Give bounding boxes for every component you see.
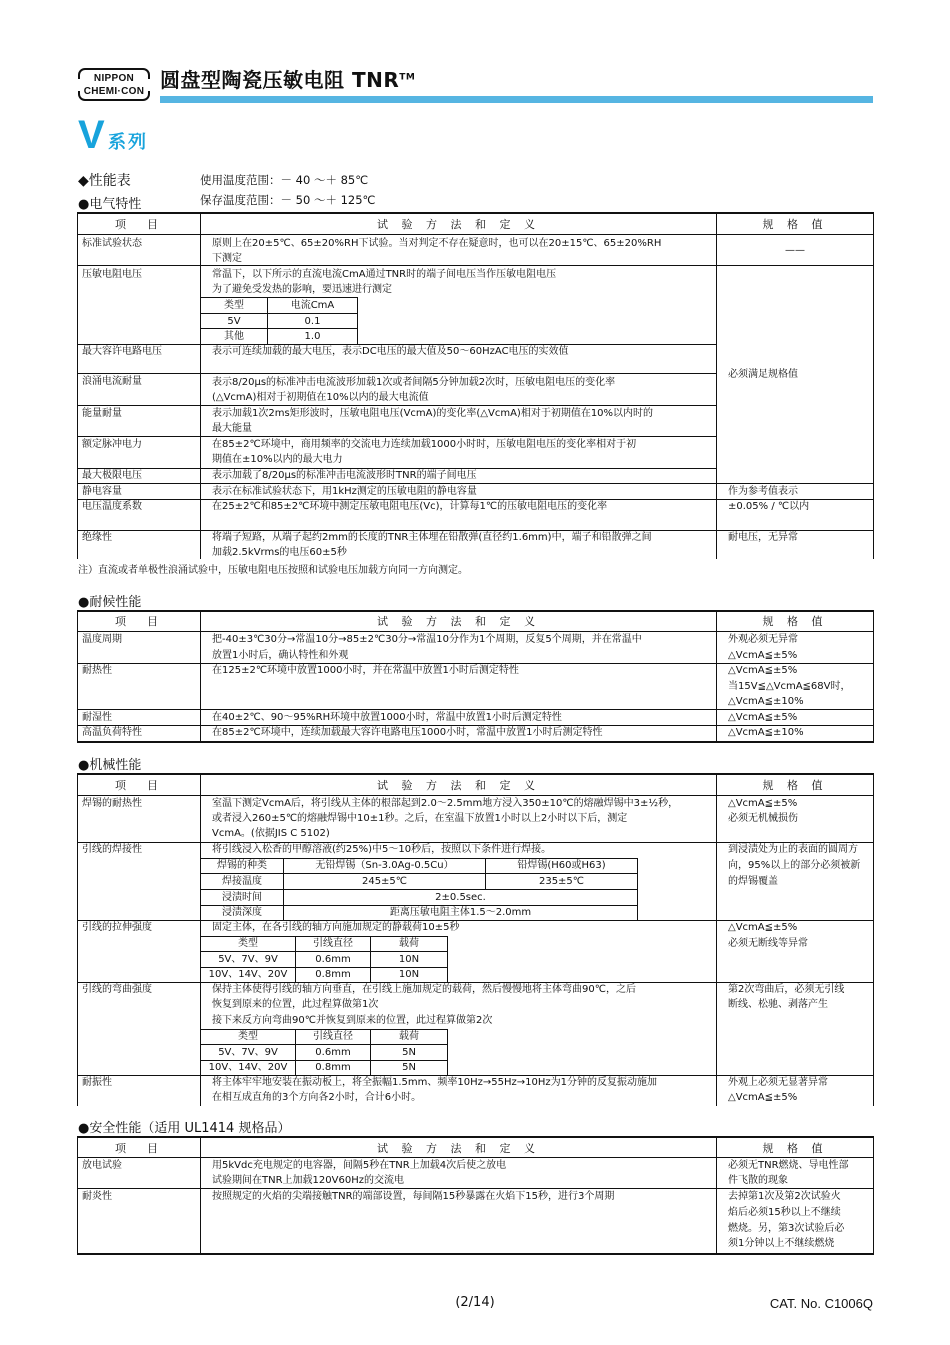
row-method-line: 在85±2℃环境中，连续加载最大容许电路电压1000小时，常温中放置1小时后测定特性 bbox=[212, 727, 603, 738]
row-item: 引线的焊接性 bbox=[82, 844, 142, 855]
col-header-method: 试 验 方 法 和 定 义 bbox=[377, 779, 540, 792]
weather-heading: ●耐候性能 bbox=[78, 595, 142, 610]
row-item: 引线的拉伸强度 bbox=[82, 922, 152, 933]
col-header-method: 试 验 方 法 和 定 义 bbox=[377, 218, 540, 231]
row-method-line: 按照规定的火焰的尖端接触TNR的端部设置，每间隔15秒暴露在火焰下15秒，进行3个周期 bbox=[212, 1191, 615, 1202]
row-spec-line: 必须无机械损伤 bbox=[728, 813, 798, 824]
row-method-line: 将主体牢牢地安装在振动板上，将全振幅1.5mm、频率10Hz→55Hz→10Hz为1分钟的反复振动施加 bbox=[212, 1077, 657, 1088]
row-method-line: 试验期间在TNR上加载120V60Hz的交流电 bbox=[212, 1175, 404, 1186]
subtable-header: 类型 bbox=[238, 938, 258, 949]
col-header-item: 项 目 bbox=[115, 218, 163, 231]
col-header-item: 项 目 bbox=[115, 615, 163, 628]
page-number: (2/14) bbox=[455, 1295, 495, 1310]
row-spec: —— bbox=[785, 245, 805, 256]
subtable-cell: 浸渍深度 bbox=[222, 907, 262, 918]
row-item: 最大极限电压 bbox=[82, 470, 142, 481]
row-method-line: 在125±2℃环境中放置1000小时，并在常温中放置1小时后测定特性 bbox=[212, 665, 519, 676]
row-method-line: 在85±2℃环境中，商用频率的交流电力连续加载1000小时时，压敏电阻电压的变化率相对于初 bbox=[212, 439, 637, 450]
subtable-header: 电流CmA bbox=[290, 300, 335, 311]
row-item: 静电容量 bbox=[82, 486, 122, 497]
row-spec-line: 去掉第1次及第2次试验火 bbox=[728, 1191, 841, 1202]
row-spec: ±0.05% / ℃以内 bbox=[728, 501, 810, 512]
merged-spec: 必须满足规格值 bbox=[728, 369, 798, 380]
subtable-header: 类型 bbox=[224, 300, 244, 311]
subtable-cell: 5V bbox=[227, 316, 241, 327]
subtable-cell: 245±5℃ bbox=[361, 876, 408, 887]
row-spec-line: 须1分钟以上不继续燃烧 bbox=[728, 1238, 835, 1249]
row-method-line: 把-40±3℃30分→常温10分→85±2℃30分→常温10分作为1个周期，反复5个周期，并在常温中 bbox=[212, 634, 642, 645]
row-spec: 耐电压，无异常 bbox=[728, 532, 798, 543]
subtable-cell: 5N bbox=[402, 1047, 416, 1058]
row-item: 放电试验 bbox=[82, 1160, 122, 1171]
subtable-header: 引线直径 bbox=[313, 938, 353, 949]
row-item: 最大容许电路电压 bbox=[82, 346, 162, 357]
subtable-cell: 5V、7V、9V bbox=[218, 954, 278, 965]
subtable-cell: 距离压敏电阻主体1.5～2.0mm bbox=[389, 907, 532, 918]
row-spec-line: △VcmA≦±5% bbox=[728, 922, 798, 933]
row-item: 引线的弯曲强度 bbox=[82, 984, 152, 995]
row-method-line: 固定主体，在各引线的轴方向施加规定的静载荷10±5秒 bbox=[212, 922, 460, 933]
subtable-cell: 5V、7V、9V bbox=[218, 1047, 278, 1058]
subtable-header: 载荷 bbox=[399, 938, 419, 949]
row-method-line: (△VcmA)相对于初期值在10%以内的最大电流值 bbox=[212, 392, 429, 403]
row-method-line: 在25±2℃和85±2℃环境中测定压敏电阻电压(Vc)，计算每1℃的压敏电阻电压的变化率 bbox=[212, 501, 608, 512]
col-header-method: 试 验 方 法 和 定 义 bbox=[377, 1142, 540, 1155]
row-method-line: 期值在±10%以内的最大电力 bbox=[212, 454, 343, 465]
row-item: 浪涌电流耐量 bbox=[82, 376, 142, 387]
row-method-line: 表示加载1次2ms矩形波时，压敏电阻电压(VcmA)的变化率(△VcmA)相对于初期值在10%以内时的 bbox=[212, 408, 654, 419]
subtable-header: 铅焊锡(H60或H63) bbox=[517, 860, 606, 871]
subtable-cell: 10V、14V、20V bbox=[208, 969, 288, 980]
mechanical-heading: ●机械性能 bbox=[78, 758, 142, 773]
row-method-line: 在40±2℃、90～95%RH环境中放置1000小时，常温中放置1小时后测定特性 bbox=[212, 712, 562, 723]
logo-line-2: CHEMI·CON bbox=[83, 86, 145, 97]
row-method-line: 表示可连续加载的最大电压，表示DC电压的最大值及50～60HzAC电压的实效值 bbox=[212, 346, 569, 357]
header-accent-bar bbox=[160, 96, 873, 103]
row-method-line: 为了避免受发热的影响，要迅速进行测定 bbox=[212, 284, 392, 295]
row-item: 绝缘性 bbox=[82, 532, 112, 543]
row-spec-line: 第2次弯曲后，必须无引线 bbox=[728, 984, 845, 995]
col-header-spec: 规 格 值 bbox=[762, 779, 828, 792]
col-header-spec: 规 格 值 bbox=[762, 615, 828, 628]
row-method-line: 加载2.5kVrms的电压60±5秒 bbox=[212, 547, 347, 558]
safety-heading: ●安全性能（适用 UL1414 规格品） bbox=[78, 1121, 291, 1136]
row-spec-line: △VcmA≦±5% bbox=[728, 1092, 798, 1103]
subtable-cell: 2±0.5sec. bbox=[435, 892, 486, 903]
row-method-line: 表示加载了8/20μs的标准冲击电流波形时TNR的端子间电压 bbox=[212, 470, 477, 481]
row-spec-line: 向，95%以上的部分必须被新 bbox=[728, 860, 861, 871]
subtable-cell: 235±5℃ bbox=[538, 876, 585, 887]
row-item: 焊锡的耐热性 bbox=[82, 798, 142, 809]
nippon-chemicon-logo bbox=[78, 68, 150, 101]
row-item: 耐振性 bbox=[82, 1077, 112, 1088]
subtable-cell: 10N bbox=[398, 954, 420, 965]
row-method-line: 表示在标准试验状态下，用1kHz测定的压敏电阻的静电容量 bbox=[212, 486, 477, 497]
subtable-cell: 5N bbox=[402, 1062, 416, 1073]
row-method-line: 接下来反方向弯曲90℃并恢复到原来的位置，此过程算做第2次 bbox=[212, 1015, 493, 1026]
subtable-cell: 焊接温度 bbox=[222, 876, 262, 887]
row-spec-line: 件飞散的现象 bbox=[728, 1175, 788, 1186]
row-spec: 作为参考值表示 bbox=[728, 486, 798, 497]
row-item: 额定脉冲电力 bbox=[82, 439, 142, 450]
operating-temp-range: 使用温度范围：－ 40 ～＋ 85℃ bbox=[200, 173, 369, 187]
row-spec-line: 必须无TNR燃烧、导电性部 bbox=[728, 1160, 849, 1171]
row-method-line: VcmA。(依据JIS C 5102) bbox=[212, 828, 330, 839]
subtable-cell: 10N bbox=[398, 969, 420, 980]
col-header-item: 项 目 bbox=[115, 779, 163, 792]
row-item: 标准试验状态 bbox=[82, 238, 142, 249]
row-spec-line: △VcmA≦±5% bbox=[728, 712, 798, 723]
electrical-heading: ●电气特性 bbox=[78, 197, 142, 212]
col-header-item: 项 目 bbox=[115, 1142, 163, 1155]
row-spec-line: △VcmA≦±5% bbox=[728, 798, 798, 809]
row-spec-line: 的焊锡覆盖 bbox=[728, 876, 778, 887]
subtable-cell: 10V、14V、20V bbox=[208, 1062, 288, 1073]
row-item: 压敏电阻电压 bbox=[82, 269, 142, 280]
series-label: 系列 bbox=[108, 132, 148, 153]
subtable-cell: 1.0 bbox=[304, 331, 321, 342]
col-header-spec: 规 格 值 bbox=[762, 218, 828, 231]
row-item: 高温负荷特性 bbox=[82, 727, 142, 738]
col-header-method: 试 验 方 法 和 定 义 bbox=[377, 615, 540, 628]
col-header-spec: 规 格 值 bbox=[762, 1142, 828, 1155]
subtable-cell: 0.6mm bbox=[315, 954, 351, 965]
row-item: 耐炎性 bbox=[82, 1191, 112, 1202]
row-item: 能量耐量 bbox=[82, 408, 122, 419]
row-item: 耐热性 bbox=[82, 665, 112, 676]
storage-temp-range: 保存温度范围：－ 50 ～＋ 125℃ bbox=[200, 193, 376, 207]
subtable-header: 类型 bbox=[238, 1031, 258, 1042]
row-spec-line: 当15V≦△VcmA≦68V时， bbox=[728, 681, 851, 692]
row-method-line: 或者浸入260±5℃的熔融焊锡中10±1秒。之后，在室温下放置1小时以上2小时以下后，测定 bbox=[212, 813, 628, 824]
table-note: 注）直流或者单极性浪涌试验中，压敏电阻电压按照和试验电压加载方向同一方向测定。 bbox=[78, 565, 468, 576]
row-method-line: 表示8/20μs的标准冲击电流波形加载1次或者间隔5分钟加载2次时，压敏电阻电压的变化率 bbox=[212, 377, 616, 388]
row-method-line: 最大能量 bbox=[212, 423, 252, 434]
subtable-header: 引线直径 bbox=[313, 1031, 353, 1042]
trademark: TM bbox=[399, 72, 416, 83]
subtable-header: 载荷 bbox=[399, 1031, 419, 1042]
row-item: 电压温度系数 bbox=[82, 501, 142, 512]
row-spec-line: 焰后必须15秒以上不继续 bbox=[728, 1207, 841, 1218]
catalog-number: CAT. No. C1006Q bbox=[769, 1296, 873, 1311]
subtable-cell: 其他 bbox=[224, 331, 244, 342]
row-spec-line: 必须无断线等异常 bbox=[728, 938, 808, 949]
subtable-header: 无铅焊锡（Sn-3.0Ag-0.5Cu） bbox=[315, 860, 454, 871]
row-method-line: 保持主体使得引线的轴方向垂直，在引线上施加规定的载荷，然后慢慢地将主体弯曲90℃，之后 bbox=[212, 984, 636, 995]
row-method-line: 下测定 bbox=[212, 253, 242, 264]
row-item: 温度周期 bbox=[82, 634, 122, 645]
row-spec-line: △VcmA≦±5% bbox=[728, 650, 798, 661]
row-method-line: 将引线浸入松香的甲醇溶液(约25%)中5～10秒后，按照以下条件进行焊接。 bbox=[212, 844, 552, 855]
row-spec-line: △VcmA≦±10% bbox=[728, 696, 804, 707]
row-method-line: 在相互成直角的3个方向各2小时，合计6小时。 bbox=[212, 1092, 422, 1103]
subtable-cell: 0.6mm bbox=[315, 1047, 351, 1058]
row-spec-line: 到浸渍处为止的表面的圆周方 bbox=[728, 844, 858, 855]
row-method-line: 用5kVdc充电规定的电容器，间隔5秒在TNR上加载4次后使之放电 bbox=[212, 1160, 507, 1171]
subtable-cell: 0.8mm bbox=[315, 969, 351, 980]
row-method-line: 恢复到原来的位置，此过程算做第1次 bbox=[212, 999, 379, 1010]
row-method-line: 原则上在20±5℃、65±20%RH下试验。当对判定不存在疑意时，也可以在20±15℃、65±20%RH bbox=[212, 238, 662, 249]
row-spec-line: 外观必须无异常 bbox=[728, 634, 798, 645]
row-spec-line: △VcmA≦±5% bbox=[728, 665, 798, 676]
row-spec-line: 外观上必须无显著异常 bbox=[728, 1077, 828, 1088]
row-item: 耐湿性 bbox=[82, 712, 112, 723]
subtable-cell: 浸渍时间 bbox=[222, 892, 262, 903]
logo-line-1: NIPPON bbox=[93, 73, 135, 84]
row-method-line: 放置1小时后，确认特性和外观 bbox=[212, 650, 349, 661]
row-spec-line: 断线、松驰、剥落产生 bbox=[728, 999, 828, 1010]
row-spec-line: △VcmA≦±10% bbox=[728, 727, 804, 738]
subtable-cell: 0.8mm bbox=[315, 1062, 351, 1073]
subtable-cell: 0.1 bbox=[304, 316, 321, 327]
row-method-line: 将端子短路，从端子起约2mm的长度的TNR主体埋在铅散弹(直径约1.6mm)中，端子和铅散弹之间 bbox=[212, 532, 652, 543]
row-method-line: 室温下测定VcmA后，将引线从主体的根部起到2.0～2.5mm地方浸入350±10℃的熔融焊锡中3±½秒， bbox=[212, 798, 679, 809]
page-title-text: 圆盘型陶瓷压敏电阻 TNR bbox=[160, 68, 400, 92]
row-spec-line: 燃烧。另，第3次试验后必 bbox=[728, 1223, 845, 1234]
performance-heading: ◆性能表 bbox=[78, 173, 131, 189]
subtable-header: 焊锡的种类 bbox=[217, 860, 267, 871]
row-method-line: 常温下，以下所示的直流电流CmA通过TNR时的端子间电压当作压敏电阻电压 bbox=[212, 269, 557, 280]
series-letter: V bbox=[78, 113, 105, 157]
page-title bbox=[160, 64, 415, 93]
